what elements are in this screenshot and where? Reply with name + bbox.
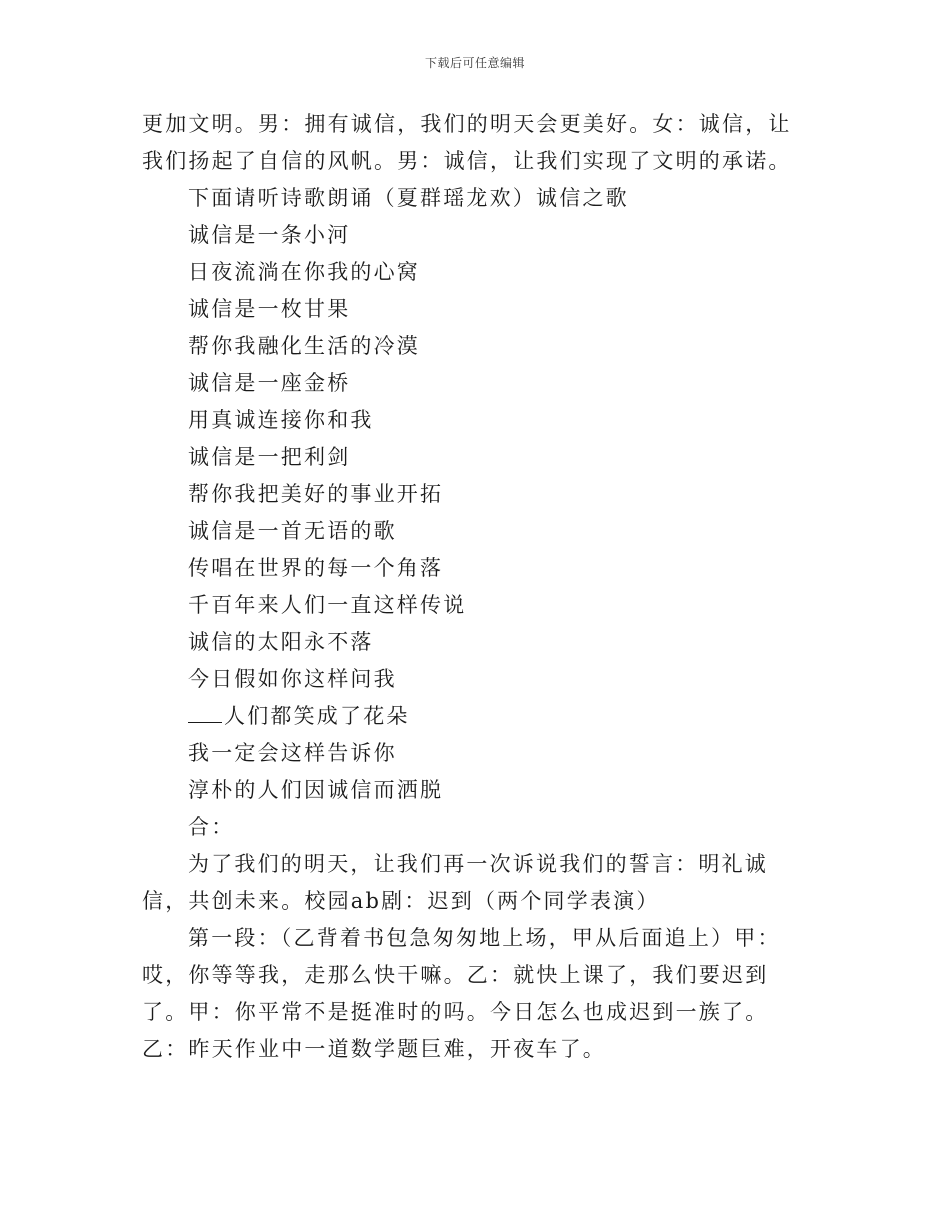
poem-line-3: 诚信是一枚甘果: [188, 297, 351, 321]
poem-line-10: 传唱在世界的每一个角落: [188, 556, 444, 580]
chorus-label: 合：: [188, 815, 235, 839]
poem-line-13: 今日假如你这样问我: [188, 667, 397, 691]
scene-paragraph: 第一段：（乙背着书包急匆匆地上场，甲从后面追上）甲：哎，你等等我，走那么快干嘛。乙：就快上课了，我们要迟到了。甲：你平常不是挺准时的吗。今日怎么也成迟到一族了。乙：昨天作业中一道数学题巨难，开夜车了。: [142, 926, 781, 1061]
poem-line-11: 千百年来人们一直这样传说: [188, 593, 467, 617]
poem-line-5: 诚信是一座金桥: [188, 371, 351, 395]
blank-line-text: 人们都笑成了花朵: [224, 704, 410, 728]
poem-line-12: 诚信的太阳永不落: [188, 630, 374, 654]
document-body: [142, 106, 812, 1068]
poem-line-8: 帮你我把美好的事业开拓: [188, 482, 444, 506]
poem-line-6: 用真诚连接你和我: [188, 408, 374, 432]
poem-line-9: 诚信是一首无语的歌: [188, 519, 397, 543]
page-header: 下载后可任意编辑: [424, 56, 525, 70]
intro-paragraph: 更加文明。男：拥有诚信，我们的明天会更美好。女：诚信，让我们扬起了自信的风帆。男：诚信，让我们实现了文明的承诺。: [142, 112, 792, 173]
announce-line: 下面请听诗歌朗诵（夏群瑶龙欢）诚信之歌: [188, 186, 629, 210]
poem-line-16: 淳朴的人们因诚信而洒脱: [188, 778, 444, 802]
poem-line-1: 诚信是一条小河: [188, 223, 351, 247]
poem-line-4: 帮你我融化生活的冷漠: [188, 334, 420, 358]
poem-line-2: 日夜流淌在你我的心窝: [188, 260, 420, 284]
closing-paragraph: 为了我们的明天，让我们再一次诉说我们的誓言：明礼诚信，共创未来。校园ab剧：迟到（两个同学表演）: [142, 852, 768, 913]
fill-in-blank: [188, 700, 222, 723]
poem-line-7: 诚信是一把利剑: [188, 445, 351, 469]
poem-line-blank: [142, 698, 812, 735]
poem-line-15: 我一定会这样告诉你: [188, 741, 397, 765]
